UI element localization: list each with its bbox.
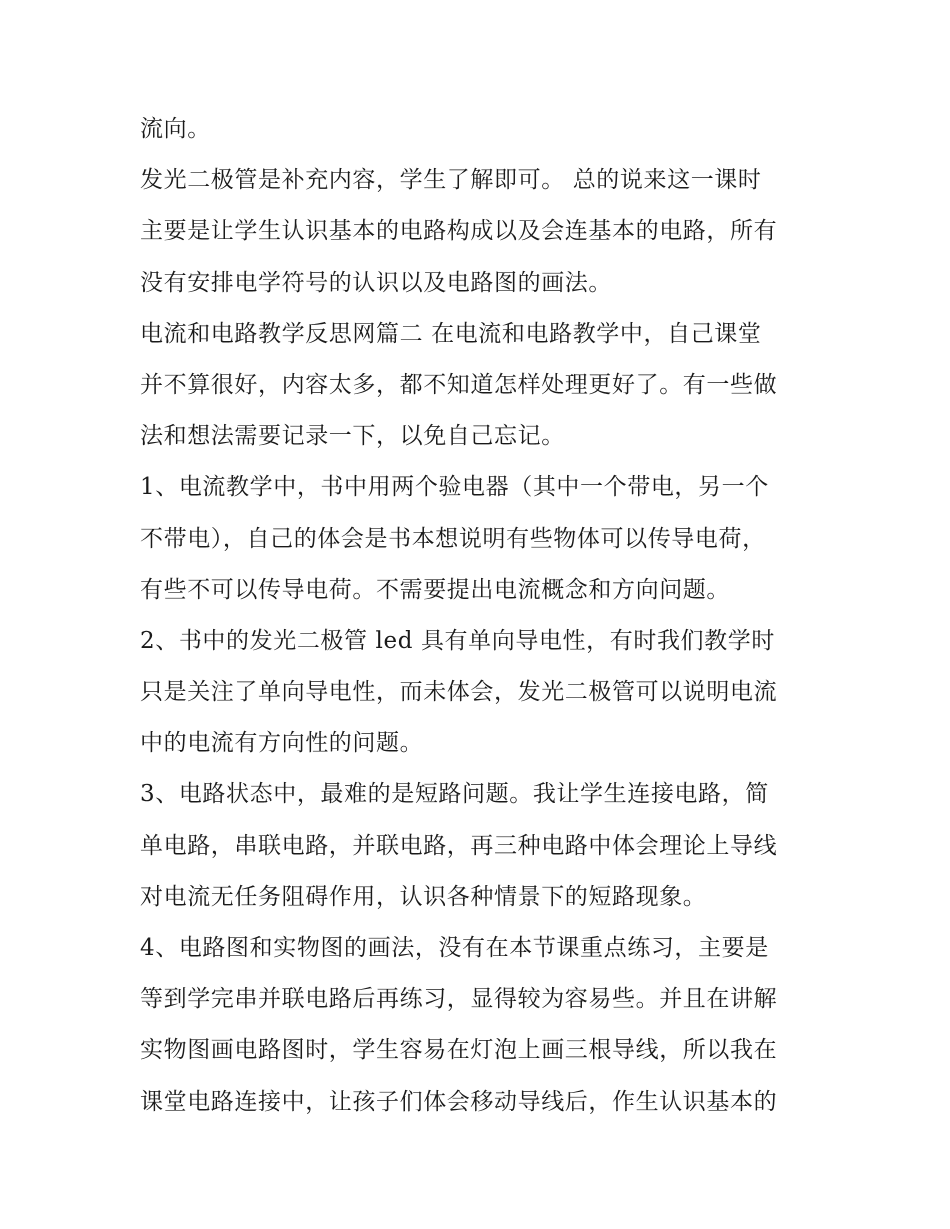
text-line: 课堂电路连接中，让孩子们体会移动导线后，作生认识基本的 <box>140 1088 778 1115</box>
text-line: 2、书中的发光二极管 led 具有单向导电性，有时我们教学时 <box>140 627 775 654</box>
text-line: 发光二极管是补充内容，学生了解即可。 总的说来这一课时 <box>140 167 762 194</box>
text-line: 法和想法需要记录一下，以免自己忘记。 <box>140 423 565 450</box>
text-line: 主要是让学生认识基本的电路构成以及会连基本的电路，所有 <box>140 218 778 245</box>
text-line: 4、电路图和实物图的画法，没有在本节课重点练习，主要是 <box>140 935 769 961</box>
document-body <box>140 108 820 1132</box>
text-line: 流向。 <box>140 116 211 142</box>
text-line: 对电流无任务阻碍作用，认识各种情景下的短路现象。 <box>140 883 707 910</box>
text-line: 有些不可以传导电荷。不需要提出电流概念和方向问题。 <box>140 576 730 603</box>
text-line: 实物图画电路图时，学生容易在灯泡上画三根导线，所以我在 <box>140 1037 778 1064</box>
text-line: 电流和电路教学反思网篇二 在电流和电路教学中，自己课堂 <box>140 320 762 347</box>
text-line: 等到学完串并联电路后再练习，显得较为容易些。并且在讲解 <box>140 986 778 1013</box>
text-line: 中的电流有方向性的问题。 <box>140 730 424 757</box>
text-line: 只是关注了单向导电性，而未体会，发光二极管可以说明电流 <box>140 679 778 706</box>
text-line: 1、电流教学中，书中用两个验电器（其中一个带电，另一个 <box>140 474 769 501</box>
text-line: 没有安排电学符号的认识以及电路图的画法。 <box>140 269 612 296</box>
text-line: 并不算很好，内容太多，都不知道怎样处理更好了。有一些做 <box>140 371 778 398</box>
text-line: 3、电路状态中，最难的是短路问题。我让学生连接电路，简 <box>140 781 769 808</box>
text-line: 不带电），自己的体会是书本想说明有些物体可以传导电荷， <box>140 525 766 552</box>
text-line: 单电路，串联电路，并联电路，再三种电路中体会理论上导线 <box>140 832 778 859</box>
